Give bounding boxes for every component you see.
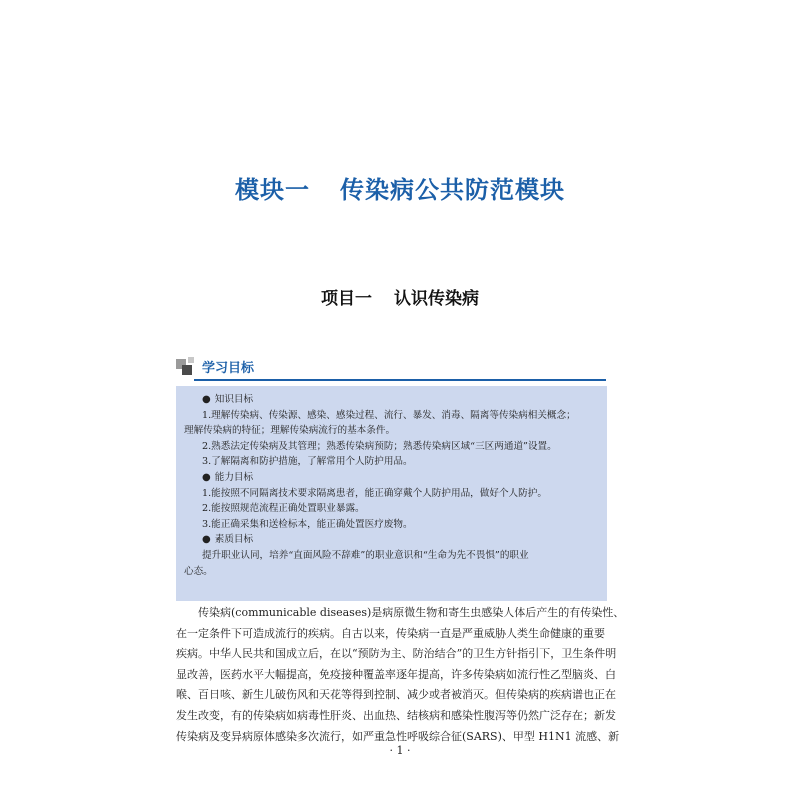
bullet-icon: ● [202,471,211,483]
body-line: 疾病。中华人民共和国成立后，在以“预防为主、防治结合”的卫生方针指引下，卫生条件明 [176,647,617,661]
module-title [0,170,800,205]
objective-text: 3.了解隔离和防护措施，了解常用个人防护用品。 [202,456,413,468]
body-line: 发生改变，有的传染病如病毒性肝炎、出血热、结核病和感染性腹泻等仍然广泛存在；新发 [176,708,616,722]
objectives-header [176,355,606,387]
page-number: · 1 · [389,744,411,757]
objective-text: 心态。 [184,565,213,577]
objective-text: 知识目标 [214,394,254,405]
objective-text: 理解传染病的特征；理解传染病流行的基本条件。 [184,425,396,437]
objective-text: 素质目标 [214,534,254,546]
objective-text: 1.能按照不同隔离技术要求隔离患者，能正确穿戴个人防护用品，做好个人防护。 [202,487,547,499]
objective-text: 1.理解传染病、传染源、感染、感染过程、流行、暴发、消毒、隔离等传染病相关概念； [202,409,576,421]
objective-heading [184,392,599,408]
objectives-squares-icon [176,355,198,381]
module-name: 传染病公共防范模块 [340,176,565,204]
body-line: 传染病及变异病原体感染多次流行，如严重急性呼吸综合征(SARS)、甲型 H1N1 流感、新 [176,729,620,743]
bullet-icon: ● [202,534,211,546]
objective-line [184,408,599,424]
objective-text: 3.能正确采集和送检标本，能正确处置医疗废物。 [202,518,413,530]
project-title [0,284,800,309]
objective-line [184,423,599,439]
objective-text: 提升职业认同，培养“直面风险不辞难”的职业意识和“生命为先不畏惧”的职业 [202,549,529,561]
body-line: 喉、百日咳、新生儿破伤风和天花等得到控制、减少或者被消灭。但传染病的疾病谱也正在 [176,688,616,702]
objectives-label: 学习目标 [202,361,255,376]
objective-text: 2.熟悉法定传染病及其管理；熟悉传染病预防；熟悉传染病区域“三区两通道”设置。 [202,440,557,452]
objective-line [184,501,599,517]
objective-heading [184,470,599,486]
objectives-underline [194,379,606,381]
project-name: 认识传染病 [394,289,479,309]
project-number: 项目一 [321,289,372,309]
objective-line [184,548,599,564]
objective-line [184,486,599,502]
objective-text: 能力目标 [214,471,254,483]
body-line: 传染病(communicable diseases)是病原微生物和寄生虫感染人体后产生的有传染性、 [198,606,625,619]
objective-line [184,517,599,533]
bullet-icon: ● [202,394,211,405]
body-paragraph [176,603,625,747]
objective-line [184,439,599,455]
body-line: 显改善，医药水平大幅提高，免疫接种覆盖率逐年提高，许多传染病如流行性乙型脑炎、白 [176,667,616,681]
module-number: 模块一 [235,176,310,204]
objective-heading [184,532,599,548]
objective-line [184,454,599,470]
objective-text: 2.能按照规范流程正确处置职业暴露。 [202,503,365,515]
objectives-box [176,386,607,601]
body-line: 在一定条件下可造成流行的疾病。自古以来，传染病一直是严重威胁人类生命健康的重要 [176,626,605,640]
objective-line [184,564,599,580]
